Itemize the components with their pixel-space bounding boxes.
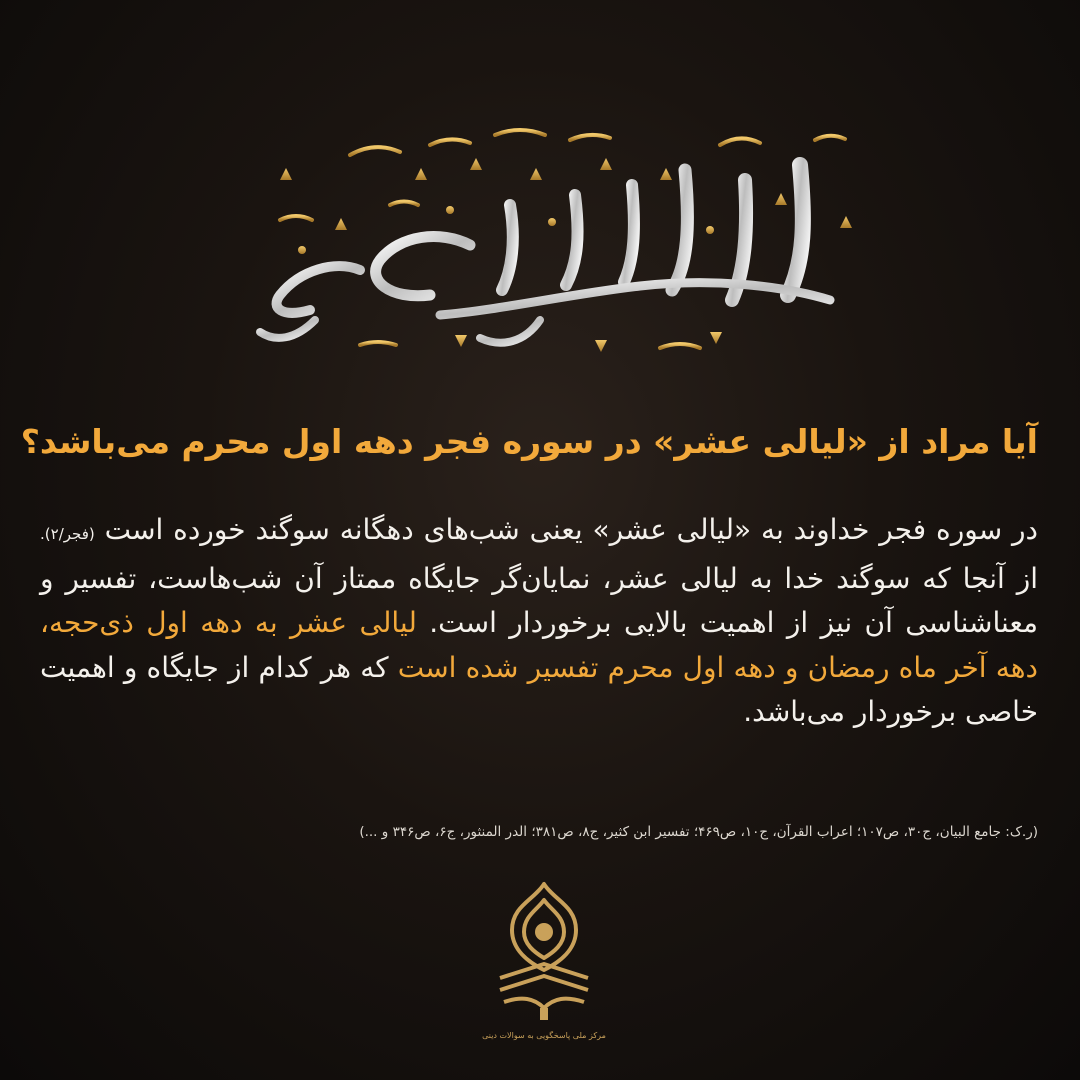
logo-emblem-icon bbox=[482, 878, 606, 1048]
answer-highlight: لیالی عشر به دهه اول ذی‌حجه، دهه آخر ماه رمضان و دهه اول محرم تفسیر شده است bbox=[40, 606, 1039, 684]
answer-text-3: که هر کدام از جایگاه و اهمیت خاصی برخوردار می‌باشد. bbox=[40, 650, 1038, 728]
calligraphy-art bbox=[240, 110, 860, 360]
organization-logo bbox=[482, 878, 606, 1048]
quran-reference: (فجر/۲). bbox=[40, 525, 95, 543]
calligraphy-header bbox=[240, 110, 860, 360]
question-title: آیا مراد از «لیالی عشر» در سوره فجر دهه اول محرم می‌باشد؟ bbox=[20, 422, 1038, 461]
sources-citation: (ر.ک: جامع البیان، ج۳۰، ص۱۰۷؛ اعراب القرآن، ج۱۰، ص۴۶۹؛ تفسیر ابن کثیر، ج۸، ص۳۸۱؛ الدر المنثور، ج۶، ص۳۴۶ و ...) bbox=[359, 824, 1038, 840]
answer-text-2: از آنجا که سوگند خدا به لیالی عشر، نمایان‌گر جایگاه ممتاز آن شب‌هاست، تفسیر و معناشناسی آن نیز از اهمیت بالایی برخوردار است. bbox=[40, 561, 1038, 639]
answer-paragraph bbox=[40, 508, 1038, 735]
logo-caption: مرکز ملی پاسخگویی به سوالات دینی bbox=[482, 1031, 606, 1040]
answer-text-1: در سوره فجر خداوند به «لیالی عشر» یعنی شب‌های دهگانه سوگند خورده است bbox=[94, 513, 1038, 546]
